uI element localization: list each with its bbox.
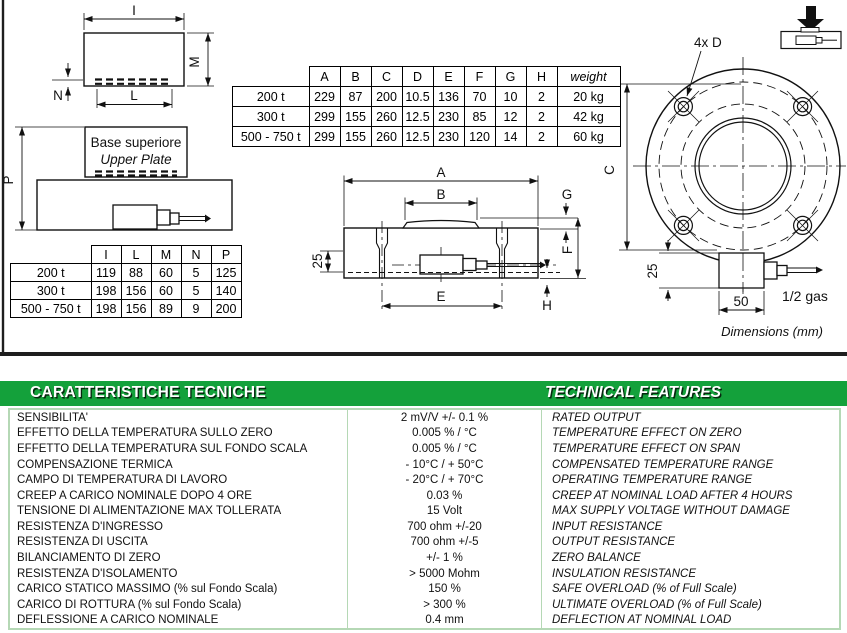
- feature-value: 700 ohm +/-5: [347, 535, 542, 551]
- table-row: [233, 87, 621, 107]
- feature-label-en: INSULATION RESISTANCE: [552, 567, 696, 580]
- feature-label-en: TEMPERATURE EFFECT ON ZERO: [552, 427, 742, 440]
- features-header-it: CARATTERISTICHE TECNICHE: [30, 384, 266, 401]
- col-header: E: [433, 67, 464, 87]
- feature-label-it: BILANCIAMENTO DI ZERO: [17, 551, 161, 564]
- feature-label-en: COMPENSATED TEMPERATURE RANGE: [552, 458, 774, 471]
- col-header: I: [91, 246, 121, 264]
- dim-label-A: A: [436, 165, 446, 180]
- feature-row: [10, 410, 839, 426]
- cell: 260: [371, 107, 402, 127]
- load-direction-icon: [781, 6, 841, 49]
- feature-row: [10, 535, 839, 551]
- col-header: P: [211, 246, 241, 264]
- bolt-holes-label: 4x D: [694, 35, 722, 50]
- feature-label-it: CARICO DI ROTTURA (% sul Fondo Scala): [17, 598, 242, 611]
- feature-label-en: RATED OUTPUT: [552, 411, 641, 424]
- feature-label-en: ZERO BALANCE: [552, 551, 641, 564]
- dim-label-L: L: [130, 88, 138, 103]
- table-header-row: [11, 246, 242, 264]
- dimensions-table-main: [232, 66, 621, 147]
- feature-label-it: EFFETTO DELLA TEMPERATURA SUL FONDO SCALA: [17, 442, 308, 455]
- feature-value: - 20°C / + 70°C: [347, 472, 542, 488]
- cell: 60 kg: [557, 127, 620, 147]
- feature-label-it: RESISTENZA D'INGRESSO: [17, 520, 163, 533]
- features-header-bar: [0, 381, 847, 406]
- blank-cell: [11, 246, 92, 264]
- feature-value: 150 %: [347, 581, 542, 597]
- dim-label-50: 50: [733, 294, 749, 309]
- cell: 2: [526, 107, 557, 127]
- col-header: N: [181, 246, 211, 264]
- dim-label-F: F: [560, 245, 575, 255]
- cell: 125: [211, 264, 241, 282]
- cell: 12.5: [402, 107, 433, 127]
- feature-value: 0.03 %: [347, 488, 542, 504]
- cell: 9: [181, 300, 211, 318]
- dim-label-E: E: [436, 289, 446, 304]
- cell: 140: [211, 282, 241, 300]
- cell: 229: [309, 87, 340, 107]
- col-header: G: [495, 67, 526, 87]
- col-header: M: [151, 246, 181, 264]
- feature-label-en: OPERATING TEMPERATURE RANGE: [552, 474, 753, 487]
- table-row: [11, 282, 242, 300]
- feature-row: [10, 519, 839, 535]
- cell: 230: [433, 107, 464, 127]
- dim-label-25-bottom: 25: [645, 263, 660, 279]
- feature-label-it: EFFETTO DELLA TEMPERATURA SULLO ZERO: [17, 427, 273, 440]
- cell: 120: [464, 127, 495, 147]
- cell: 10: [495, 87, 526, 107]
- cell: 87: [340, 87, 371, 107]
- feature-row: [10, 441, 839, 457]
- feature-label-en: TEMPERATURE EFFECT ON SPAN: [552, 442, 741, 455]
- thread-label: 1/2 gas: [782, 288, 828, 304]
- cell: 155: [340, 107, 371, 127]
- feature-label-en: INPUT RESISTANCE: [552, 520, 663, 533]
- row-label: 300 t: [233, 107, 310, 127]
- cell: 12: [495, 107, 526, 127]
- cell: 299: [309, 107, 340, 127]
- dim-label-C: C: [602, 165, 617, 175]
- col-header-weight: weight: [557, 67, 620, 87]
- dim-label-M: M: [187, 56, 202, 68]
- col-header: H: [526, 67, 557, 87]
- dim-label-I: I: [132, 3, 136, 18]
- cell: 5: [181, 282, 211, 300]
- cell: 60: [151, 264, 181, 282]
- col-header: D: [402, 67, 433, 87]
- feature-label-en: OUTPUT RESISTANCE: [552, 536, 676, 549]
- row-label: 200 t: [233, 87, 310, 107]
- cell: 14: [495, 127, 526, 147]
- blank-cell: [233, 67, 310, 87]
- feature-label-it: TENSIONE DI ALIMENTAZIONE MAX TOLLERATA: [17, 505, 282, 518]
- load-cell-section-drawing: [320, 176, 586, 313]
- cell: 12.5: [402, 127, 433, 147]
- cell: 2: [526, 87, 557, 107]
- col-header: C: [371, 67, 402, 87]
- feature-row: [10, 550, 839, 566]
- row-label: 300 t: [11, 282, 92, 300]
- table-header-row: [233, 67, 621, 87]
- cell: 60: [151, 282, 181, 300]
- table-row: [11, 264, 242, 282]
- feature-label-it: RESISTENZA DI USCITA: [17, 536, 148, 549]
- feature-value: > 300 %: [347, 597, 542, 613]
- dim-label-P: P: [1, 175, 16, 185]
- feature-label-it: COMPENSAZIONE TERMICA: [17, 458, 173, 471]
- cell: 2: [526, 127, 557, 147]
- feature-row: [10, 426, 839, 442]
- dim-label-N: N: [53, 88, 63, 103]
- cell: 70: [464, 87, 495, 107]
- cell: 200: [211, 300, 241, 318]
- feature-row: [10, 597, 839, 613]
- cell: 10.5: [402, 87, 433, 107]
- feature-row: [10, 581, 839, 597]
- dim-label-G: G: [561, 187, 573, 202]
- cell: 89: [151, 300, 181, 318]
- col-header: B: [340, 67, 371, 87]
- cell: 136: [433, 87, 464, 107]
- row-label: 200 t: [11, 264, 92, 282]
- feature-label-it: CREEP A CARICO NOMINALE DOPO 4 ORE: [17, 489, 252, 502]
- feature-value: > 5000 Mohm: [347, 566, 542, 582]
- feature-label-it: DEFLESSIONE A CARICO NOMINALE: [17, 614, 219, 627]
- feature-label-en: CREEP AT NOMINAL LOAD AFTER 4 HOURS: [552, 489, 793, 502]
- feature-label-it: CARICO STATICO MASSIMO (% sul Fondo Scala): [17, 583, 278, 596]
- cell: 85: [464, 107, 495, 127]
- cell: 88: [121, 264, 151, 282]
- feature-value: +/- 1 %: [347, 550, 542, 566]
- feature-value: - 10°C / + 50°C: [347, 457, 542, 473]
- feature-label-en: MAX SUPPLY VOLTAGE WITHOUT DAMAGE: [552, 505, 790, 518]
- feature-label-it: RESISTENZA D'ISOLAMENTO: [17, 567, 178, 580]
- feature-row: [10, 503, 839, 519]
- feature-value: 700 ohm +/-20: [347, 519, 542, 535]
- feature-value: 2 mV/V +/- 0.1 %: [347, 410, 542, 426]
- col-header: L: [121, 246, 151, 264]
- cell: 155: [340, 127, 371, 147]
- cell: 156: [121, 300, 151, 318]
- technical-features-table: [8, 408, 841, 630]
- table-row: [11, 300, 242, 318]
- dim-label-25-side: 25: [310, 253, 325, 269]
- cell: 299: [309, 127, 340, 147]
- feature-label-it: CAMPO DI TEMPERATURA DI LAVORO: [17, 474, 228, 487]
- feature-row: [10, 472, 839, 488]
- dimensions-table-plate: [10, 245, 242, 318]
- feature-label-en: ULTIMATE OVERLOAD (% of Full Scale): [552, 598, 762, 611]
- feature-row: [10, 566, 839, 582]
- cell: 20 kg: [557, 87, 620, 107]
- cell: 42 kg: [557, 107, 620, 127]
- feature-row: [10, 488, 839, 504]
- cell: 230: [433, 127, 464, 147]
- upper-plate-label-it: Base superiore: [90, 135, 182, 150]
- dimensions-note: Dimensions (mm): [721, 324, 823, 339]
- row-label: 500 - 750 t: [233, 127, 310, 147]
- dim-label-B: B: [436, 187, 446, 202]
- col-header: A: [309, 67, 340, 87]
- feature-value: 0.005 % / °C: [347, 441, 542, 457]
- feature-label-it: SENSIBILITA': [17, 411, 89, 424]
- cell: 156: [121, 282, 151, 300]
- cell: 198: [91, 300, 121, 318]
- cell: 200: [371, 87, 402, 107]
- table-row: [233, 107, 621, 127]
- dim-label-H: H: [542, 298, 552, 313]
- feature-label-en: DEFLECTION AT NOMINAL LOAD: [552, 614, 732, 627]
- col-header: F: [464, 67, 495, 87]
- table-row: [233, 127, 621, 147]
- feature-label-en: SAFE OVERLOAD (% of Full Scale): [552, 583, 737, 596]
- cell: 5: [181, 264, 211, 282]
- cell: 260: [371, 127, 402, 147]
- upper-plate-label-en: Upper Plate: [100, 152, 172, 167]
- feature-row: [10, 457, 839, 473]
- cell: 198: [91, 282, 121, 300]
- features-header-en: TECHNICAL FEATURES: [545, 384, 721, 401]
- feature-value: 0.4 mm: [347, 613, 542, 629]
- cell: 119: [91, 264, 121, 282]
- row-label: 500 - 750 t: [11, 300, 92, 318]
- feature-row: [10, 613, 839, 629]
- feature-value: 0.005 % / °C: [347, 426, 542, 442]
- section-divider: [0, 352, 847, 356]
- feature-value: 15 Volt: [347, 503, 542, 519]
